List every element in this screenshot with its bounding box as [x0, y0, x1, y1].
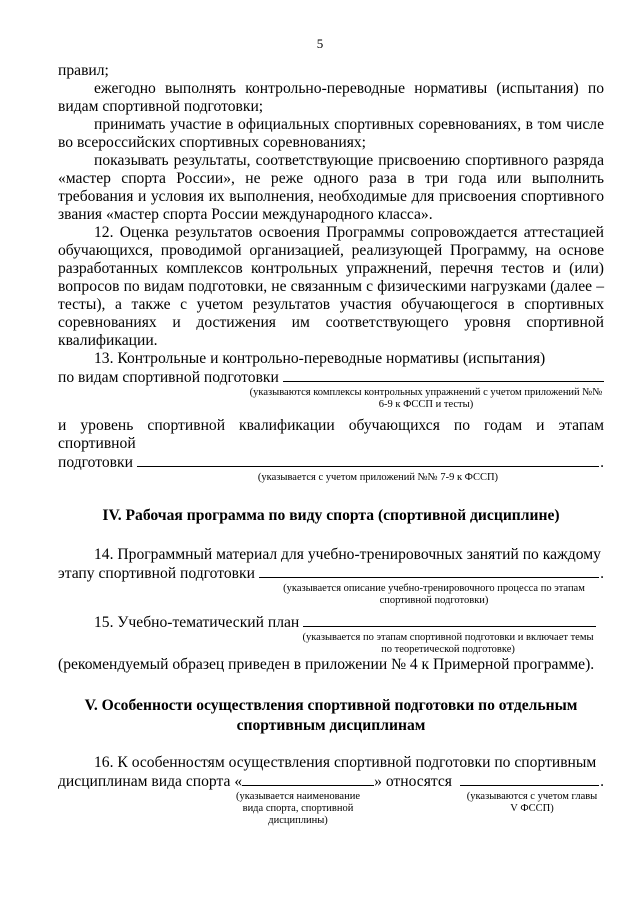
paragraph-12: 12. Оценка результатов освоения Программы сопровождается аттестацией обучающихся, проводимой организацией, реализующей Программу, на основе разработанных комплексов контрольных упражнений, перечня тестов и (или) вопросов по видам подготовки, не связанным с физическими нагрузками (далее – тесты), а также с учетом результатов участия обучающегося в спортивных соревнованиях и достижения им соответствующего уровня спортивной квалификации. — [58, 224, 604, 349]
paragraph-13-a: 13. Контрольные и контрольно-переводные нормативы (испытания) — [94, 350, 546, 367]
blank-13-d — [137, 453, 599, 467]
paragraph-14-b: этапу спортивной подготовки — [58, 565, 255, 582]
note-16-chapter: (указываются с учетом главы V ФССП) — [466, 791, 598, 814]
paragraph-13-d: подготовки — [58, 454, 133, 471]
blank-16-features — [460, 772, 599, 786]
line-13-b — [58, 368, 604, 387]
blank-sport-name — [242, 772, 374, 786]
period-16: . — [600, 773, 604, 790]
line-16-b — [58, 772, 604, 791]
period-14-b: . — [600, 565, 604, 582]
note-16-sport: (указывается наименование вида спорта, спортивной дисциплины) — [236, 791, 360, 826]
line-14-b — [58, 564, 604, 583]
section-5-heading-line-2: спортивным дисциплинам — [236, 717, 426, 734]
blank-15-a — [303, 613, 596, 627]
paragraph-16-b2: » относятся — [374, 773, 452, 790]
note-15: (указывается по этапам спортивной подготовки и включает темы по теоретической подготовке) — [302, 632, 594, 655]
period-13-d: . — [600, 454, 604, 471]
blank-14-b — [259, 564, 599, 578]
paragraph-16-b1: дисциплинам вида спорта « — [58, 773, 243, 790]
paragraph-norms: ежегодно выполнять контрольно-переводные нормативы (испытания) по видам спортивной подготовки; — [58, 80, 604, 115]
note-13: (указываются комплексы контрольных упражнений с учетом приложений №№ 6-9 к ФССП и тесты) — [249, 387, 603, 410]
paragraph-15-b: (рекомендуемый образец приведен в приложении № 4 к Примерной программе). — [58, 656, 595, 673]
section-5-heading-line-1: V. Особенности осуществления спортивной подготовки по отдельным — [84, 697, 578, 714]
paragraph-13-c: и уровень спортивной квалификации обучающихся по годам и этапам спортивной — [58, 417, 604, 452]
paragraph-rules: правил; — [58, 62, 109, 79]
blank-13-b — [283, 368, 604, 382]
document-body — [58, 62, 604, 831]
notes-16 — [58, 791, 604, 831]
line-15-a — [58, 613, 604, 632]
page-number: 5 — [316, 36, 324, 51]
paragraph-15-a: 15. Учебно-тематический план — [94, 614, 300, 631]
paragraph-competitions: принимать участие в официальных спортивных соревнованиях, в том числе во всероссийских спортивных соревнованиях; — [58, 116, 604, 151]
note-13-2: (указывается с учетом приложений №№ 7-9 к ФССП) — [257, 472, 499, 483]
note-14: (указывается описание учебно-тренировочного процесса по этапам спортивной подготовки) — [283, 583, 585, 606]
paragraph-16-a: 16. К особенностям осуществления спортивной подготовки по спортивным — [94, 754, 597, 771]
line-13-d — [58, 453, 604, 472]
section-4-heading: IV. Рабочая программа по виду спорта (спортивной дисциплине) — [102, 507, 560, 524]
paragraph-14-a: 14. Программный материал для учебно-тренировочных занятий по каждому — [94, 546, 601, 563]
paragraph-results: показывать результаты, соответствующие присвоению спортивного разряда «мастер спорта России», не реже одного раза в три года или выполнить требования и условия их выполнения, необходимые для присвоения спортивного звания «мастер спорта России международного класса». — [58, 152, 604, 223]
paragraph-13-b: по видам спортивной подготовки — [58, 369, 279, 386]
